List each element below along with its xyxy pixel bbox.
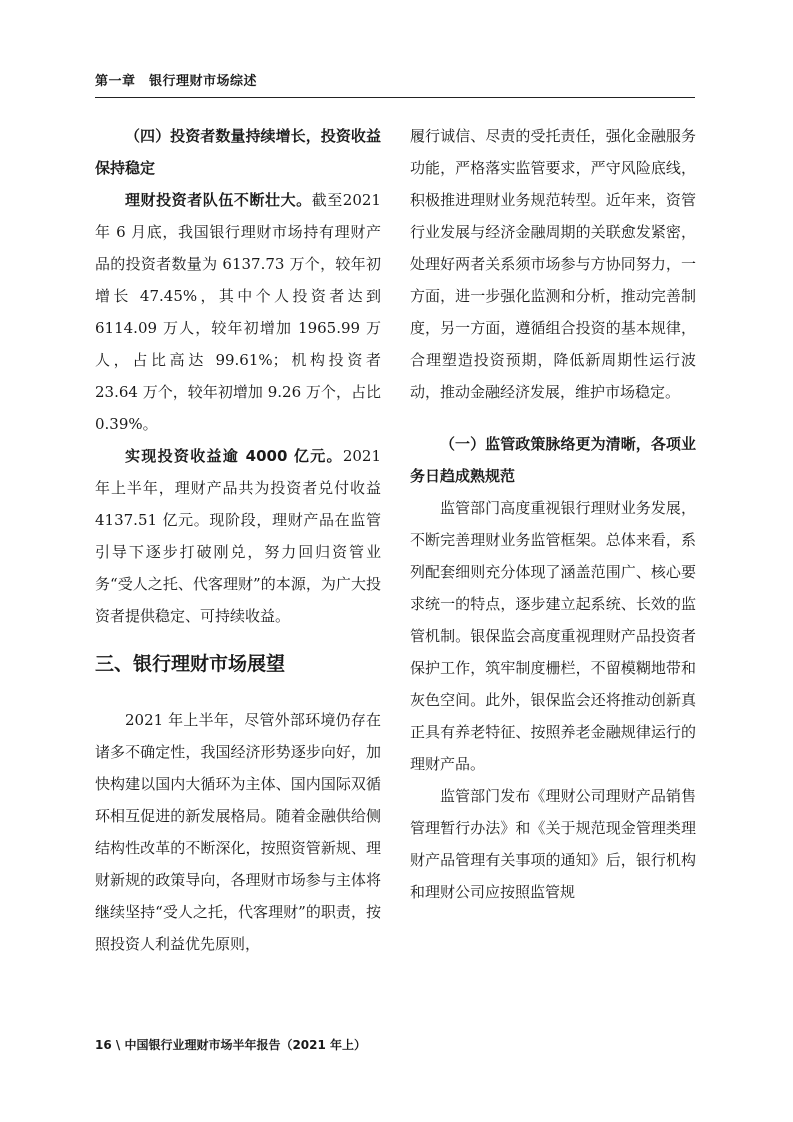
paragraph-investors — [95, 184, 381, 440]
paragraph-lead: 实现投资收益逾 4000 亿元。 — [125, 447, 343, 465]
paragraph-regulation: 监管部门高度重视银行理财业务发展，不断完善理财业务监管框架。总体来看，系列配套细则充分体现了涵盖范围广、核心要求统一的特点，逐步建立起系统、长效的监管机制。银保监会高度重视理财产品投资者保护工作，筑牢制度栅栏，不留模糊地带和灰色空间。此外，银保监会还将推动创新真正具有养老特征、按照养老金融规律运行的理财产品。 — [410, 499, 696, 773]
right-column — [410, 120, 696, 908]
section4-heading: （四）投资者数量持续增长，投资收益保持稳定 — [95, 127, 381, 177]
running-header: 第一章 银行理财市场综述 — [95, 74, 258, 89]
paragraph-sales-rules: 监管部门发布《理财公司理财产品销售管理暂行办法》和《关于规范现金管理类理财产品管理有关事项的通知》后，银行机构和理财公司应按照监管规 — [410, 787, 696, 901]
paragraph-returns — [95, 440, 381, 632]
running-footer: 16 \ 中国银行业理财市场半年报告（2021 年上） — [95, 1038, 367, 1052]
paragraph-text: 截至2021 年 6 月底，我国银行理财市场持有理财产品的投资者数量为 6137.73 万个，较年初增长 47.45%，其中个人投资者达到 6114.09 万人，较年初增加 1965.99 万人，占比高达 99.61%；机构投资者 23.64 万个，较年初增加 9.26 万个，占比 0.39%。 — [95, 191, 381, 433]
paragraph-text: 2021 年上半年，理财产品共为投资者兑付收益 4137.51 亿元。现阶段，理财产品在监管引导下逐步打破刚兑，努力回归资管业务“受人之托、代客理财”的本源，为广大投资者提供稳定、可持续收益。 — [95, 447, 381, 625]
sub1-heading: （一）监管政策脉络更为清晰，各项业务日趋成熟规范 — [410, 435, 696, 485]
left-column — [95, 120, 381, 960]
section3-heading: 三、银行理财市场展望 — [95, 653, 286, 675]
spacer — [95, 680, 381, 704]
paragraph-outlook: 2021 年上半年，尽管外部环境仍存在诸多不确定性，我国经济形势逐步向好，加快构建以国内大循环为主体、国内国际双循环相互促进的新发展格局。随着金融供给侧结构性改革的不断深化，按照资管新规、理财新规的政策导向，各理财市场参与主体将继续坚持“受人之托，代客理财”的职责，按照投资人利益优先原则， — [95, 711, 381, 953]
header-rule — [95, 97, 695, 98]
paragraph-continued: 履行诚信、尽责的受托责任，强化金融服务功能，严格落实监管要求，严守风险底线，积极推进理财业务规范转型。近年来，资管行业发展与经济金融周期的关联愈发紧密，处理好两者关系须市场参与方协同努力，一方面，进一步强化监测和分析，推动完善制度，另一方面，遵循组合投资的基本规律，合理塑造投资预期，降低新周期性运行波动，推动金融经济发展，维护市场稳定。 — [410, 127, 696, 401]
spacer — [95, 632, 381, 648]
paragraph-lead: 理财投资者队伍不断壮大。 — [125, 191, 312, 209]
spacer — [410, 408, 696, 428]
